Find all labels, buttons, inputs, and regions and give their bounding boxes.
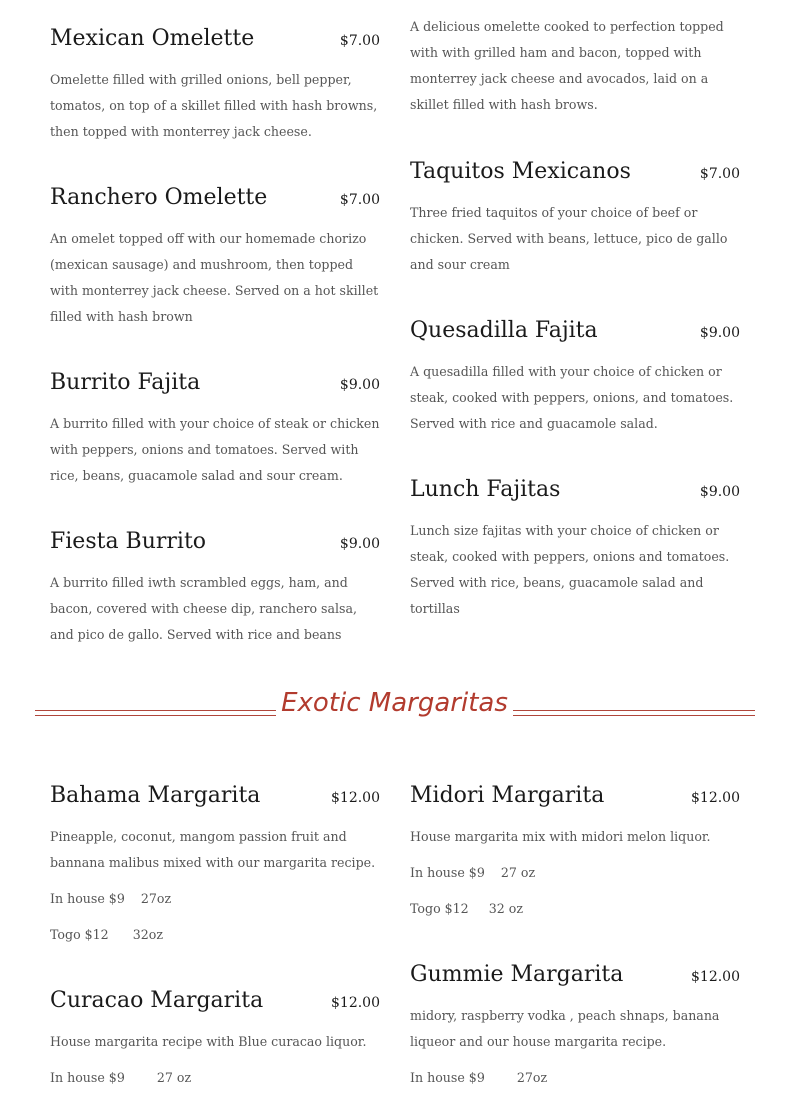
menu-item — [50, 24, 380, 145]
item-description: House margarita mix with midori melon liquor. — [410, 829, 711, 844]
item-price: $9.00 — [699, 484, 740, 500]
item-name: Lunch Fajitas — [410, 477, 561, 502]
item-price: $12.00 — [691, 790, 740, 806]
size-inhouse: In house $9 27oz — [50, 891, 172, 906]
item-name: Curacao Margarita — [50, 988, 264, 1013]
item-name: Gummie Margarita — [410, 962, 624, 987]
item-description: A quesadilla filled with your choice of chicken or steak, cooked with peppers, onions, and tomatoes. Served with rice and guacamole salad. — [410, 364, 734, 431]
size-inhouse: In house $9 27 oz — [50, 1070, 192, 1085]
size-inhouse: In house $9 27oz — [410, 1070, 548, 1085]
item-name: Bahama Margarita — [50, 783, 261, 808]
menu-item — [410, 14, 740, 118]
size-togo: Togo $12 32 oz — [410, 901, 523, 916]
item-price: $9.00 — [699, 325, 740, 341]
menu-item — [50, 183, 380, 330]
item-description: Omelette filled with grilled onions, bell pepper, tomatos, on top of a skillet filled with hash browns, then topped with monterrey jack cheese. — [50, 72, 378, 139]
item-price: $7.00 — [339, 33, 380, 49]
item-price: $7.00 — [339, 192, 380, 208]
item-price: $9.00 — [339, 536, 380, 552]
item-name: Ranchero Omelette — [50, 185, 268, 210]
section-title: Exotic Margaritas — [281, 688, 508, 718]
size-togo: Togo $12 32oz — [50, 927, 163, 942]
menu-item — [410, 781, 740, 922]
divider — [35, 710, 276, 716]
item-name: Taquitos Mexicanos — [410, 159, 631, 184]
item-description: midory, raspberry vodka , peach shnaps, banana liqueor and our house margarita recipe. — [410, 1008, 720, 1049]
menu-item — [410, 316, 740, 437]
item-description: A delicious omelette cooked to perfection topped with with grilled ham and bacon, topped with monterrey jack cheese and avocados, laid on a skillet filled with hash brows. — [410, 19, 724, 112]
item-description: House margarita recipe with Blue curacao liquor. — [50, 1034, 367, 1049]
item-price: $12.00 — [691, 969, 740, 985]
item-name: Mexican Omelette — [50, 26, 255, 51]
item-price: $9.00 — [339, 377, 380, 393]
item-name: Burrito Fajita — [50, 370, 201, 395]
divider — [513, 710, 755, 716]
item-description: Lunch size fajitas with your choice of chicken or steak, cooked with peppers, onions and tomatoes. Served with rice, beans, guacamole salad and tortillas — [410, 523, 730, 616]
item-price: $7.00 — [699, 166, 740, 182]
item-description: An omelet topped off with our homemade chorizo (mexican sausage) and mushroom, then topped with monterrey jack cheese. Served on a hot skillet filled with hash brown — [50, 231, 379, 324]
item-description: A burrito filled with your choice of steak or chicken with peppers, onions and tomatoes. Served with rice, beans, guacamole salad and sour cream. — [50, 416, 380, 483]
item-price: $12.00 — [331, 995, 380, 1011]
item-description: Pineapple, coconut, mangom passion fruit and bannana malibus mixed with our margarita recipe. — [50, 829, 376, 870]
section-header — [0, 688, 785, 728]
menu-item — [50, 368, 380, 489]
menu-item — [50, 986, 380, 1091]
item-price: $12.00 — [331, 790, 380, 806]
menu-item — [50, 781, 380, 948]
item-name: Quesadilla Fajita — [410, 318, 598, 343]
item-description: Three fried taquitos of your choice of beef or chicken. Served with beans, lettuce, pico de gallo and sour cream — [410, 205, 728, 272]
menu-item — [410, 475, 740, 622]
item-name: Midori Margarita — [410, 783, 605, 808]
menu-item — [50, 527, 380, 648]
item-description: A burrito filled iwth scrambled eggs, ham, and bacon, covered with cheese dip, ranchero salsa, and pico de gallo. Served with rice and beans — [50, 575, 358, 642]
size-inhouse: In house $9 27 oz — [410, 865, 536, 880]
menu-item — [410, 157, 740, 278]
menu-item — [410, 960, 740, 1091]
item-name: Fiesta Burrito — [50, 529, 207, 554]
